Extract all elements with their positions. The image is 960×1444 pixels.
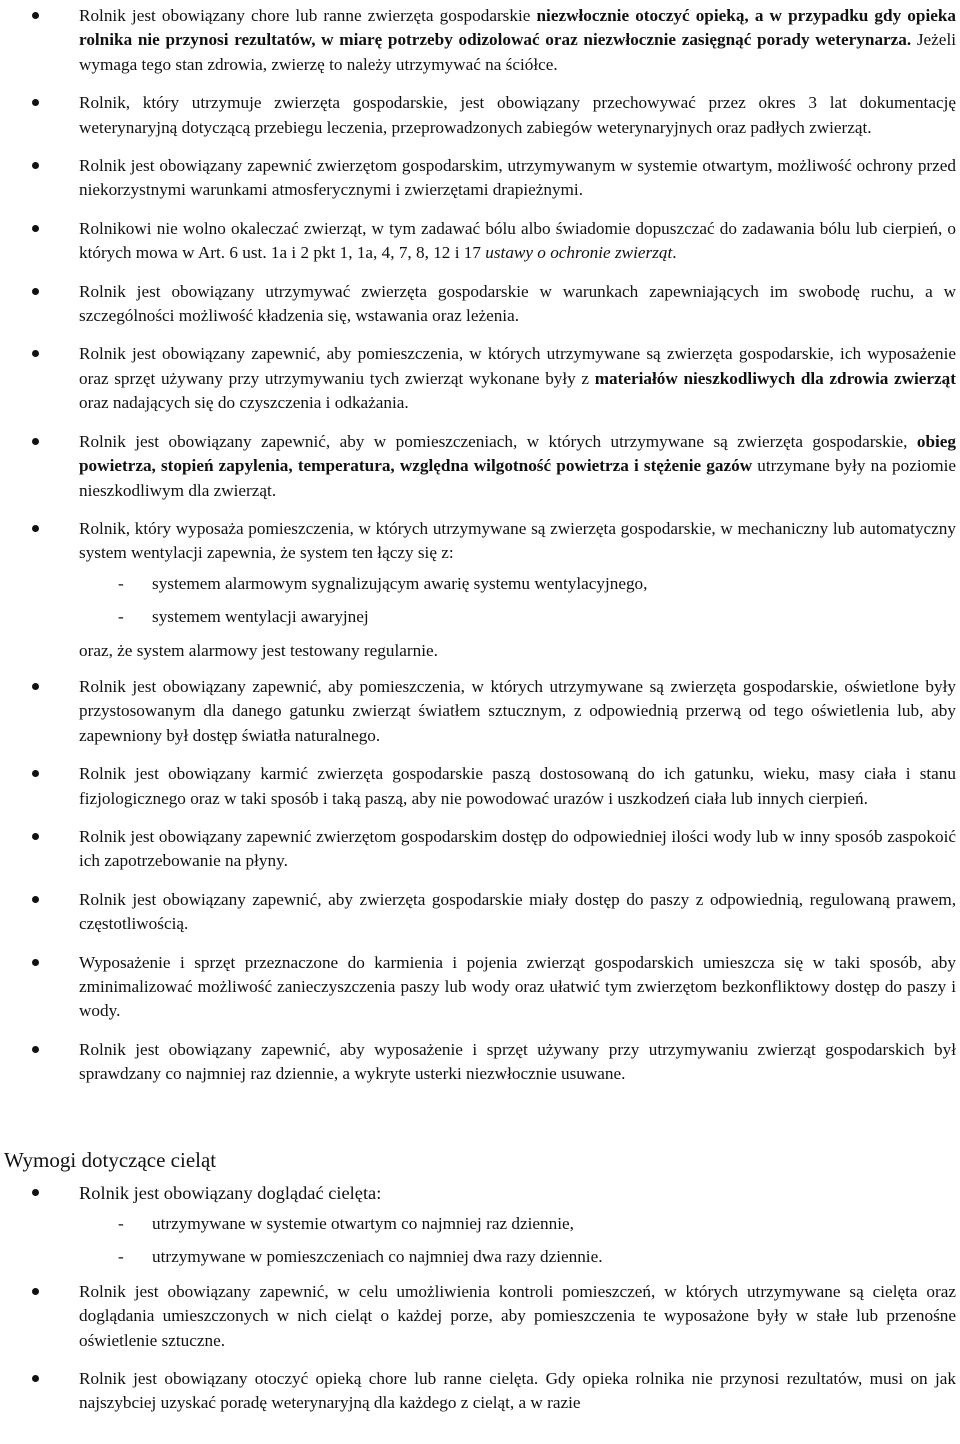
item-text: Rolnik jest obowiązany chore lub ranne zwierzęta gospodarskie <box>79 6 537 25</box>
list-item <box>0 1367 960 1416</box>
list-item <box>0 1181 960 1270</box>
sub-list-item <box>79 605 956 629</box>
dash-marker: - <box>118 607 124 627</box>
dash-marker: - <box>118 573 124 593</box>
sub-list <box>79 572 956 630</box>
list-item <box>0 951 960 1024</box>
item-text: Rolnik jest obowiązany zapewnić, aby zwierzęta gospodarskie miały dostęp do paszy z odpowiednią, regulowaną prawem, częstotliwością. <box>79 889 956 934</box>
item-bold-text: obieg powietrza, stopień zapylenia, temperatura, względna wilgotność powietrza i stężenie gazów <box>79 431 956 476</box>
list-item <box>0 825 960 874</box>
list-item <box>0 217 960 266</box>
dash-marker: - <box>118 1247 124 1267</box>
item-bold-text: materiałów nieszkodliwych dla zdrowia zwierząt <box>594 368 956 388</box>
calves-requirements-list <box>0 1181 960 1416</box>
item-text: utrzymane były na poziomie nieszkodliwym dla zwierząt. <box>79 456 957 500</box>
item-text: Jeżeli wymaga tego stan zdrowia, zwierzę to należy utrzymywać na ściółce. <box>79 30 956 74</box>
item-text: Rolnik jest obowiązany otoczyć opieką chore lub ranne cielęta. Gdy opieka rolnika nie przynosi rezultatów, musi on jak najszybciej uzyskać poradę weterynaryjną dla każdego z cieląt, a w razie <box>79 1369 956 1413</box>
list-item <box>0 888 960 937</box>
item-italic-text: ustawy o ochronie zwierząt <box>485 243 673 263</box>
item-text: Rolnik jest obowiązany utrzymywać zwierzęta gospodarskie w warunkach zapewniających im swobodę ruchu, a w szczególności możliwość kładzenia się, wstawania oraz leżenia. <box>79 281 956 326</box>
list-item <box>0 430 960 503</box>
item-text: Rolnik jest obowiązany zapewnić zwierzętom gospodarskim, utrzymywanym w systemie otwartym, możliwość ochrony przed niekorzystnymi warunkami atmosferycznymi i zwierzętami drapieżnymi. <box>79 156 956 200</box>
item-text: Rolnik, który utrzymuje zwierzęta gospodarskie, jest obowiązany przechowywać przez okres 3 lat dokumentację weterynaryjną dotyczącą przebiegu leczenia, przeprowadzonych zabiegów weterynaryjnych oraz padłych zwierząt. <box>79 93 956 137</box>
list-item <box>0 517 960 663</box>
sub-list-item <box>79 1212 956 1236</box>
item-text: Rolnik jest obowiązany zapewnić zwierzętom gospodarskim dostęp do odpowiedniej ilości wody lub w inny sposób zaspokoić ich zapotrzebowanie na płyny. <box>79 826 956 871</box>
list-item <box>0 4 960 77</box>
section-heading: Wymogi dotyczące cieląt <box>4 1147 217 1172</box>
item-bold-text: niezwłocznie otoczyć opieką, a w przypadku gdy opieka rolnika nie przynosi rezultatów, w miarę potrzeby odizolować oraz niezwłocznie zasięgnąć porady weterynarza. <box>79 6 956 50</box>
list-item <box>0 675 960 748</box>
sub-item-text: systemem wentylacji awaryjnej <box>152 607 369 627</box>
item-text: Rolnik jest obowiązany zapewnić, w celu umożliwienia kontroli pomieszczeń, w których utrzymywane są cielęta oraz doglądania umieszczonych w nich cieląt o każdej porze, aby pomieszczenia te wyposażone były w stałe lub przenośne oświetlenie sztuczne. <box>79 1281 956 1350</box>
sub-item-text: systemem alarmowym sygnalizującym awarię systemu wentylacyjnego, <box>152 573 648 593</box>
list-item <box>0 154 960 203</box>
sub-item-text: utrzymywane w pomieszczeniach co najmniej dwa razy dziennie. <box>152 1247 603 1267</box>
item-text: Rolnik jest obowiązany karmić zwierzęta gospodarskie paszą dostosowaną do ich gatunku, wieku, masy ciała i stanu fizjologicznego oraz w taki sposób i taką paszą, aby nie powodować urazów i uszkodzeń ciała lub innych cierpień. <box>79 764 956 808</box>
sub-item-text: utrzymywane w systemie otwartym co najmniej raz dziennie, <box>152 1214 574 1234</box>
list-item <box>0 342 960 415</box>
item-text: Rolnik jest obowiązany zapewnić, aby w pomieszczeniach, w których utrzymywane są zwierzęta gospodarskie, <box>79 431 917 451</box>
list-item <box>0 1038 960 1087</box>
item-text: Rolnikowi nie wolno okaleczać zwierząt, w tym zadawać bólu albo świadomie dopuszczać do zadawania bólu lub cierpień, o których mowa w Art. 6 ust. 1a i 2 pkt 1, 1a, 4, 7, 8, 12 i 17 <box>79 218 956 263</box>
list-item <box>0 762 960 811</box>
item-text: Rolnik jest obowiązany doglądać cielęta: <box>79 1182 382 1203</box>
item-text: oraz, że system alarmowy jest testowany regularnie. <box>79 640 438 660</box>
item-text: Rolnik jest obowiązany zapewnić, aby wyposażenie i sprzęt używany przy utrzymywaniu zwierząt gospodarskich był sprawdzany co najmniej raz dziennie, a wykryte usterki niezwłocznie usuwane. <box>79 1039 956 1084</box>
item-text: Wyposażenie i sprzęt przeznaczone do karmienia i pojenia zwierząt gospodarskich umieszcza się w taki sposób, aby zminimalizować możliwość zanieczyszczenia paszy lub wody oraz ułatwić tym zwierzętom bezkonfliktowy dostęp do paszy i wody. <box>79 952 956 1021</box>
item-text: . <box>672 243 677 263</box>
sub-list-item <box>79 572 956 596</box>
list-item <box>0 280 960 329</box>
item-text: Rolnik jest obowiązany zapewnić, aby pomieszczenia, w których utrzymywane są zwierzęta gospodarskie, oświetlone były przystosowanym dla danego gatunku zwierząt światłem sztucznym, z odpowiednią przerwą od tego oświetlenia lub, aby zapewniony był dostęp światła naturalnego. <box>79 676 956 745</box>
list-item <box>0 1280 960 1353</box>
item-text: Rolnik, który wyposaża pomieszczenia, w których utrzymywane są zwierzęta gospodarskie, w mechaniczny lub automatyczny system wentylacji zapewnia, że system ten łączy się z: <box>79 518 956 563</box>
item-text: Rolnik jest obowiązany zapewnić, aby pomieszczenia, w których utrzymywane są zwierzęta gospodarskie, ich wyposażenie oraz sprzęt używany przy utrzymywaniu tych zwierząt wykonane były z <box>79 344 956 388</box>
list-item <box>0 91 960 140</box>
dash-marker: - <box>118 1214 124 1234</box>
sub-list <box>79 1212 956 1270</box>
sub-list-item <box>79 1245 956 1269</box>
item-text: oraz nadających się do czyszczenia i odkażania. <box>79 393 409 413</box>
